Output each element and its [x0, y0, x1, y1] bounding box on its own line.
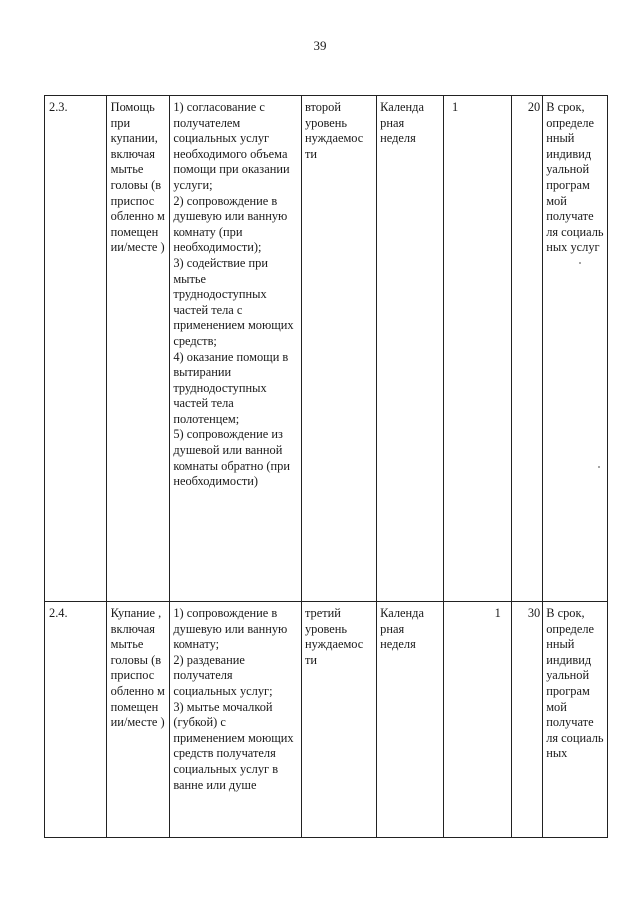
service-period: Календа рная неделя	[377, 96, 444, 602]
service-number: 2.4.	[45, 602, 107, 838]
service-deadline: В срок, определе нный индивид уальной програм мой получате ля социаль ных услуг	[543, 96, 608, 602]
need-level: второй уровень нуждаемос ти	[301, 96, 376, 602]
service-step: 3) мытье мочалкой (губкой) с применением моющих средств получателя социальных услуг в ванне или душе	[173, 699, 294, 792]
service-name: Купание , включая мытье головы (в приспос обленно м помещен ии/месте )	[106, 602, 170, 838]
service-count	[443, 602, 511, 838]
need-level: третий уровень нуждаемос ти	[301, 602, 376, 838]
service-time: 20	[511, 96, 542, 602]
service-content	[170, 96, 302, 602]
service-deadline: В срок, определе нный индивид уальной програм мой получате ля социаль ных	[543, 602, 608, 838]
service-name: Помощь при купании, включая мытье головы (в приспос обленно м помещен ии/месте )	[106, 96, 170, 602]
table-row	[45, 96, 608, 602]
services-table	[44, 95, 608, 838]
service-step: 2) раздевание получателя социальных услуг;	[173, 652, 273, 698]
service-step: 5) сопровождение из душевой или ванной комнаты обратно (при необходимости)	[173, 427, 290, 489]
service-time: 30	[511, 602, 542, 838]
service-step: 1) сопровождение в душевую или ванную комнату;	[173, 606, 288, 652]
service-count-value: 1	[494, 606, 501, 620]
service-step: 4) оказание помощи в вытирании труднодоступных частей тела полотенцем;	[173, 349, 289, 426]
service-content	[170, 602, 302, 838]
service-count-value: 1	[451, 100, 459, 114]
service-count	[443, 96, 511, 602]
scan-speck	[598, 466, 600, 468]
service-step: 3) содействие при мытье труднодоступных частей тела с применением моющих средств;	[173, 255, 294, 348]
service-step: 1) согласование с получателем социальных услуг необходимого объема помощи при оказании услуги;	[173, 100, 290, 192]
table-row	[45, 602, 608, 838]
scan-speck	[579, 262, 581, 264]
page-number: 39	[313, 38, 327, 53]
service-number: 2.3.	[45, 96, 107, 602]
service-period: Календа рная неделя	[377, 602, 444, 838]
service-step: 2) сопровождение в душевую или ванную комнату (при необходимости);	[173, 193, 288, 255]
